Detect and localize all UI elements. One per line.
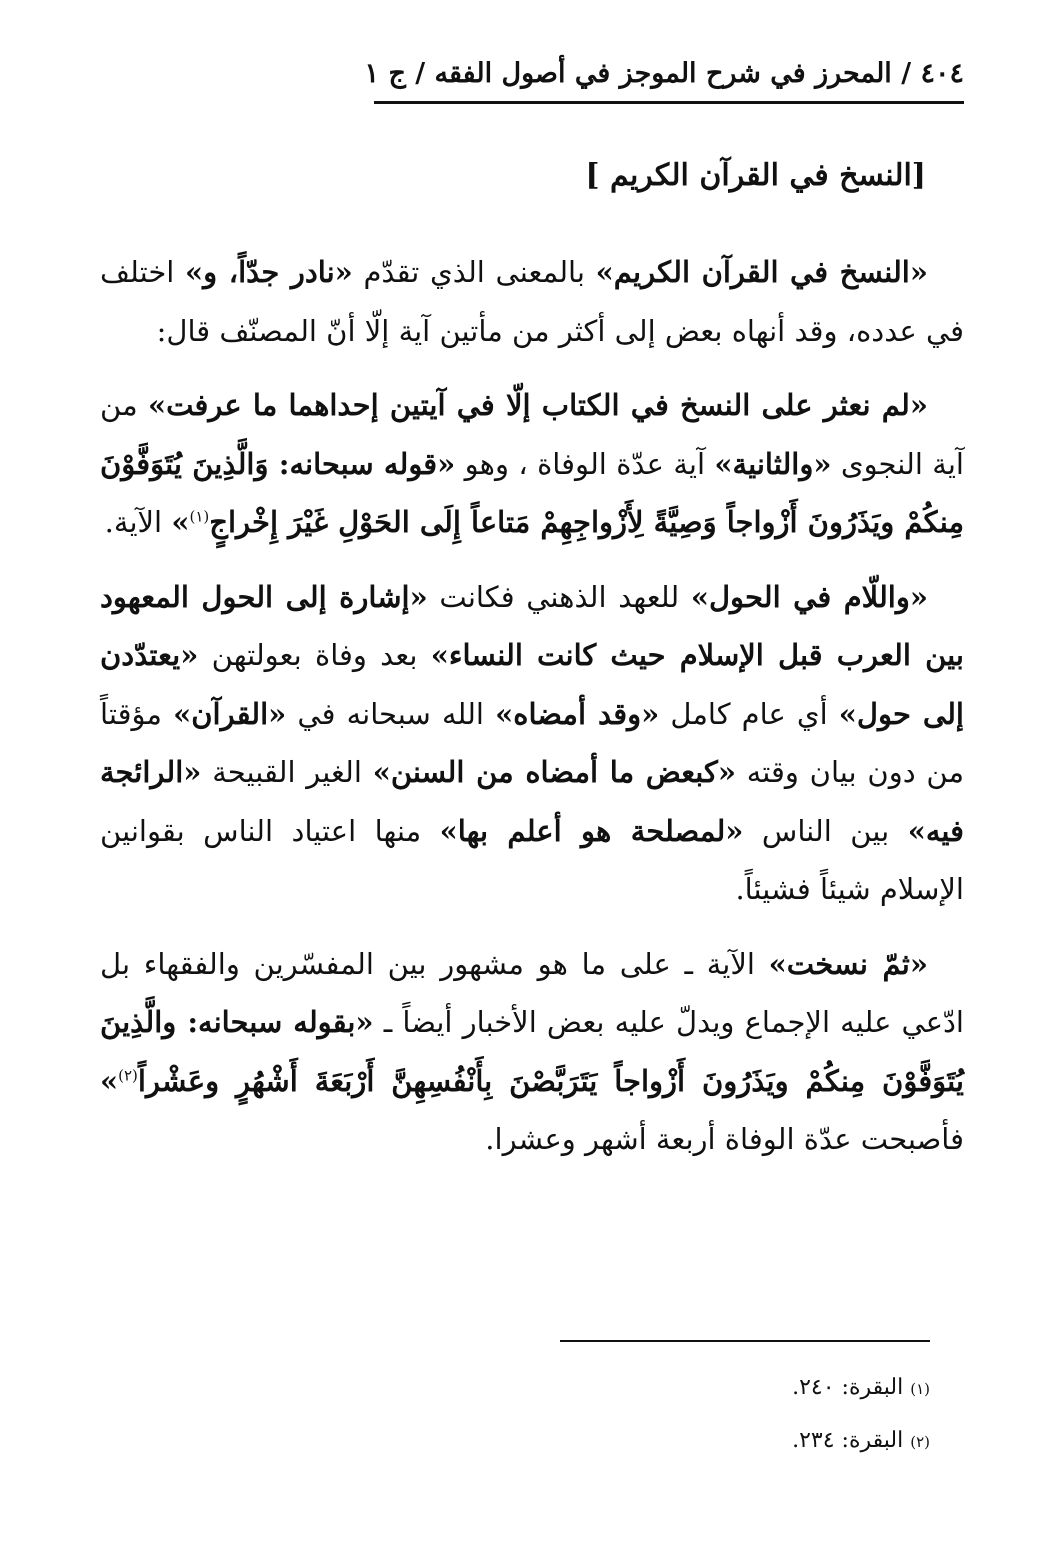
footnote-reference[interactable]: (٢)	[118, 1065, 138, 1084]
quoted-text: «كبعض ما أمضاه من السنن»	[372, 755, 736, 789]
commentary-text: للعهد الذهني فكانت	[427, 579, 691, 614]
footnote-number: (١)	[910, 1380, 930, 1398]
commentary-text: فأصبحت عدّة الوفاة أربعة أشهر وعشرا.	[485, 1122, 964, 1156]
footnote-2	[330, 1415, 930, 1468]
commentary-text: الآية ـ على ما هو مشهور بين المفسّرين والفقهاء بل ادّعي عليه الإجماع ويدلّ عليه بعض الأخبار أيضاً ـ	[100, 946, 964, 1039]
quoted-text: «الرائجة فيه»	[100, 755, 964, 848]
footnote-reference[interactable]: (١)	[189, 507, 210, 526]
quran-verse: والَّذِينَ يُتَوَفَّوْنَ مِنكُمْ ويَذَرُونَ أَزْواجاً يَتَرَبَّصْنَ بِأَنْفُسِهِنَّ أَرْبَعَةَ أَشْهُرٍ وعَشْراً	[100, 1005, 964, 1098]
commentary-text: بعد وفاة بعولتهن	[198, 638, 431, 672]
commentary-text: اختلف في عدده، وقد أنهاه بعض إلى أكثر من مأتين آية إلّا أنّ المصنّف قال:	[100, 255, 964, 348]
quoted-text: «والثانية»	[714, 446, 832, 481]
paragraph-1	[100, 243, 964, 360]
commentary-text: منها اعتياد الناس بقوانين الإسلام شيئاً فشيئاً.	[100, 813, 964, 906]
quoted-text: «إشارة إلى الحول المعهود بين العرب قبل الإسلام حيث كانت النساء»	[100, 579, 964, 672]
section-title: [النسخ في القرآن الكريم ]	[585, 158, 926, 193]
footnote-rule	[560, 1340, 930, 1342]
quoted-text: «ثمّ نسخت»	[768, 946, 929, 981]
commentary-text: بالمعنى الذي تقدّم	[352, 255, 596, 289]
footnote-text: البقرة: ٢٤٠.	[792, 1375, 911, 1400]
header-rule	[374, 101, 964, 104]
quote-close: »	[100, 1063, 119, 1098]
quoted-text: «نادر جدّاً، و»	[185, 255, 353, 289]
paragraph-4	[100, 935, 964, 1169]
paragraph-2	[100, 376, 964, 552]
footnote-text: البقرة: ٢٣٤.	[792, 1428, 911, 1453]
quoted-text: «القرآن»	[173, 696, 287, 731]
quran-verse: وَالَّذِينَ يُتَوَفَّوْنَ مِنكُمْ ويَذَرُونَ أَزْواجاً وَصِيَّةً لِأَزْواجِهِمْ مَتاعاً إِلَى الحَوْلِ غَيْرَ إِخْراجٍ	[100, 446, 964, 539]
commentary-text: بين الناس	[743, 813, 908, 848]
commentary-text: من آية النجوى	[100, 388, 964, 481]
commentary-text: الغير القبيحة	[201, 755, 373, 789]
quoted-text: «بقوله سبحانه:	[176, 1005, 374, 1039]
commentary-text: الله سبحانه في	[286, 696, 496, 731]
running-head: ٤٠٤ / المحرز في شرح الموجز في أصول الفقه / ج ١	[364, 58, 964, 89]
quote-close: »	[171, 505, 190, 539]
paragraph-3	[100, 568, 964, 919]
body-text	[100, 243, 964, 1185]
quoted-text: «النسخ في القرآن الكريم»	[595, 255, 928, 289]
commentary-text: أي عام كامل	[659, 696, 839, 731]
quoted-text: «لم نعثر على النسخ في الكتاب إلّا في آيتين إحداهما ما عرفت»	[147, 388, 929, 422]
quoted-text: «وقد أمضاه»	[495, 696, 660, 731]
footnotes	[330, 1362, 930, 1468]
footnote-number: (٢)	[910, 1433, 930, 1451]
quoted-text: «قوله سبحانه:	[268, 446, 456, 481]
commentary-text: الآية.	[104, 505, 172, 539]
quoted-text: «لمصلحة هو أعلم بها»	[439, 813, 744, 848]
quoted-text: «واللّام في الحول»	[690, 579, 928, 614]
commentary-text: آية عدّة الوفاة ، وهو	[455, 446, 715, 481]
footnote-1	[330, 1362, 930, 1415]
commentary-text: مؤقتاً من دون بيان وقته	[100, 696, 964, 789]
quoted-text: «يعتدّدن إلى حول»	[100, 638, 964, 731]
